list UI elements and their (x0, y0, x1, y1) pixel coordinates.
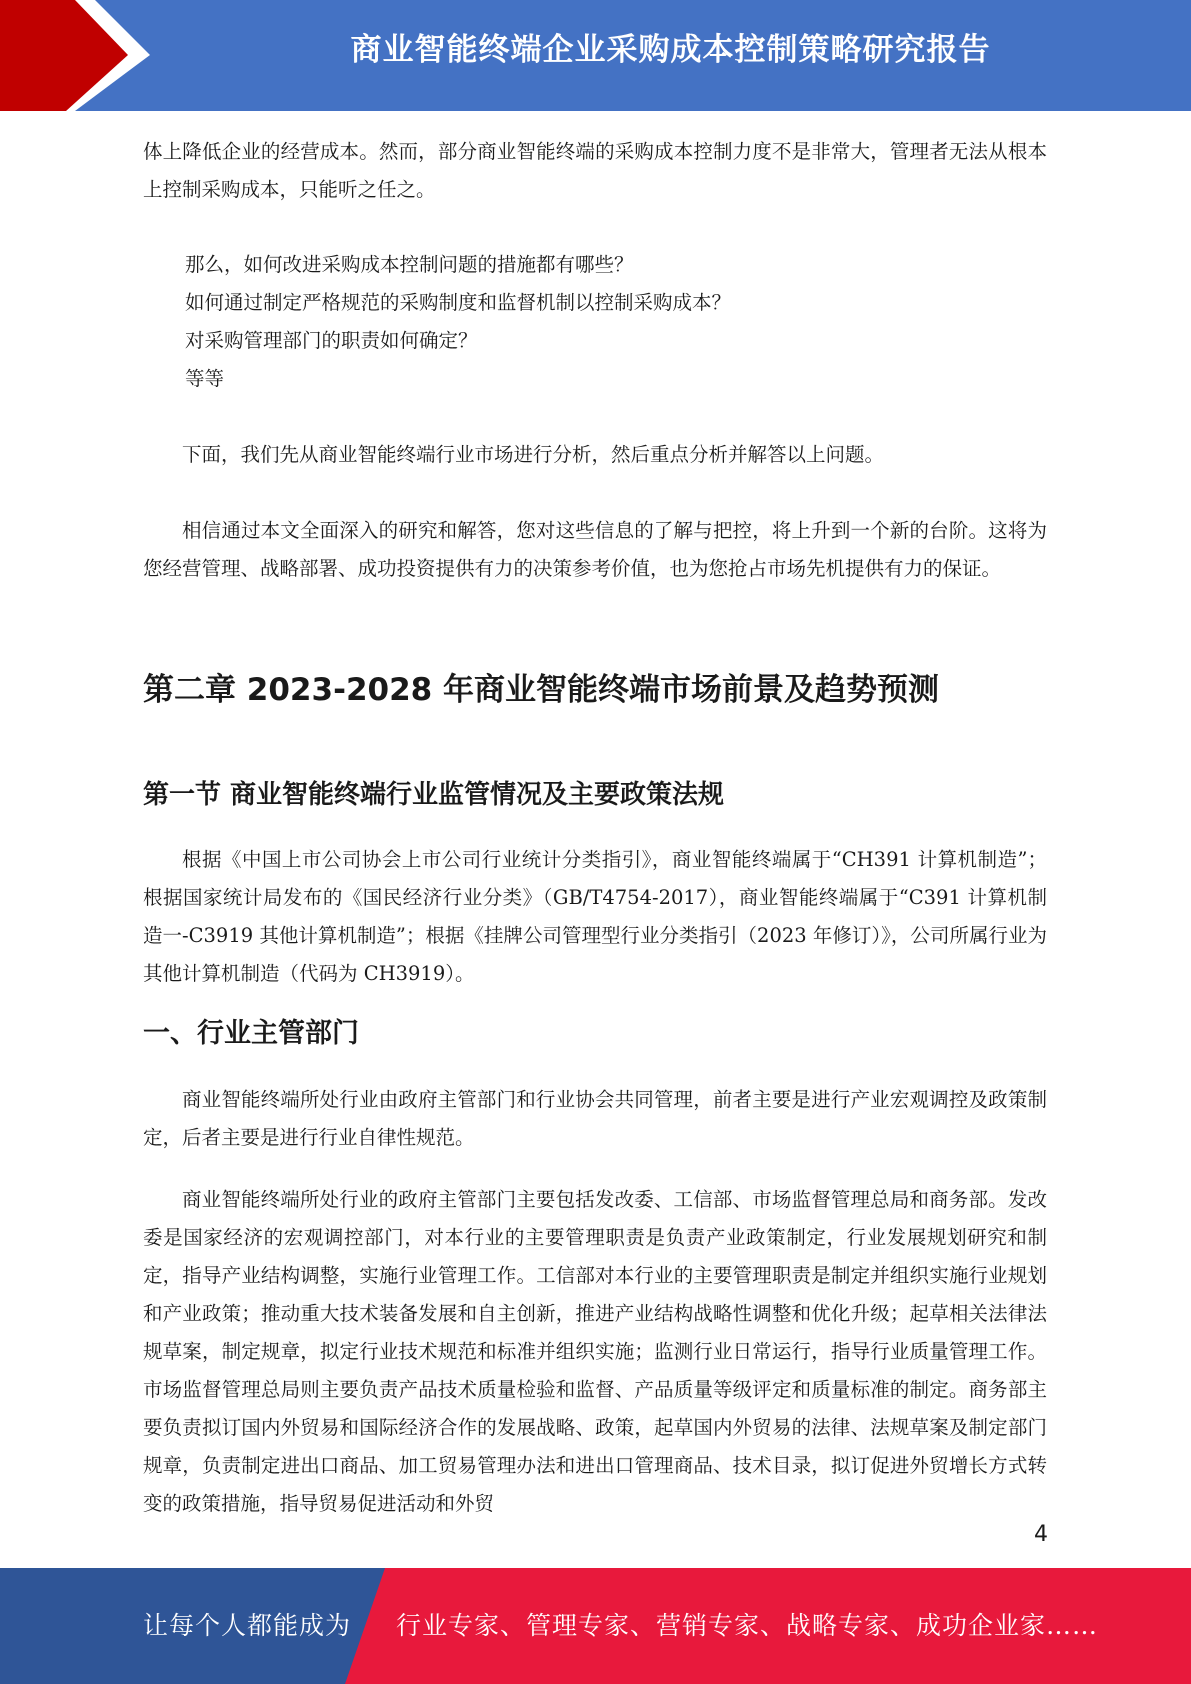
body-paragraph: 商业智能终端所处行业的政府主管部门主要包括发改委、工信部、市场监督管理总局和商务部。发改委是国家经济的宏观调控部门，对本行业的主要管理职责是负责产业政策制定，行业发展规划研究和制定，指导产业结构调整，实施行业管理工作。工信部对本行业的主要管理职责是制定并组织实施行业规划和产业政策；推动重大技术装备发展和自主创新，推进产业结构战略性调整和优化升级；起草相关法律法规草案，制定规章，拟定行业技术规范和标准并组织实施；监测行业日常运行，指导行业质量管理工作。市场监督管理总局则主要负责产品技术质量检验和监督、产品质量等级评定和质量标准的制定。商务部主要负责拟订国内外贸易和国际经济合作的发展战略、政策，起草国内外贸易的法律、法规草案及制定部门规章，负责制定进出口商品、加工贸易管理办法和进出口管理商品、技术目录，拟订促进外贸增长方式转变的政策措施，指导贸易促进活动和外贸 (143, 1188, 1047, 1515)
body-paragraph: 商业智能终端所处行业由政府主管部门和行业协会共同管理，前者主要是进行产业宏观调控及政策制定，后者主要是进行行业自律性规范。 (143, 1088, 1047, 1149)
footer-slogan-right: 行业专家、管理专家、营销专家、战略专家、成功企业家…… (396, 1611, 1099, 1640)
page-header (0, 0, 1191, 111)
intro-block (143, 133, 1047, 209)
header-arrow-decoration (0, 0, 160, 111)
report-title: 商业智能终端企业采购成本控制策略研究报告 (350, 32, 991, 68)
question-item: 等等 (185, 367, 225, 390)
intro-value-paragraph: 相信通过本文全面深入的研究和解答，您对这些信息的了解与把控，将上升到一个新的台阶。这将为您经营管理、战略部署、成功投资提供有力的决策参考价值，也为您抢占市场先机提供有力的保证。 (143, 519, 1047, 580)
question-item: 如何通过制定严格规范的采购制度和监督机制以控制采购成本？ (185, 291, 732, 314)
question-item: 那么，如何改进采购成本控制问题的措施都有哪些？ (185, 253, 634, 276)
chapter-heading: 第二章 2023-2028 年商业智能终端市场前景及趋势预测 (143, 672, 940, 708)
footer-slogan-left: 让每个人都能成为 (143, 1611, 352, 1640)
intro-continuation: 体上降低企业的经营成本。然而，部分商业智能终端的采购成本控制力度不是非常大，管理者无法从根本上控制采购成本，只能听之任之。 (143, 140, 1047, 201)
classification-paragraph: 根据《中国上市公司协会上市公司行业统计分类指引》，商业智能终端属于“CH391 计算机制造”；根据国家统计局发布的《国民经济行业分类》（GB/T4754-2017），商业智能终端属于“C391 计算机制造一-C3919 其他计算机制造”；根据《挂牌公司管理型行业分类指引（2023 年修订）》，公司所属行业为其他计算机制造（代码为 CH3919）。 (143, 848, 1047, 985)
question-item: 对采购管理部门的职责如何确定？ (185, 329, 478, 352)
intro-next-paragraph: 下面，我们先从商业智能终端行业市场进行分析，然后重点分析并解答以上问题。 (182, 443, 885, 466)
subsection-heading: 一、行业主管部门 (143, 1018, 359, 1049)
question-list (143, 246, 1047, 398)
page-number: 4 (1034, 1522, 1048, 1547)
page-footer (0, 1568, 1191, 1684)
section-heading: 第一节 商业智能终端行业监管情况及主要政策法规 (143, 780, 725, 810)
